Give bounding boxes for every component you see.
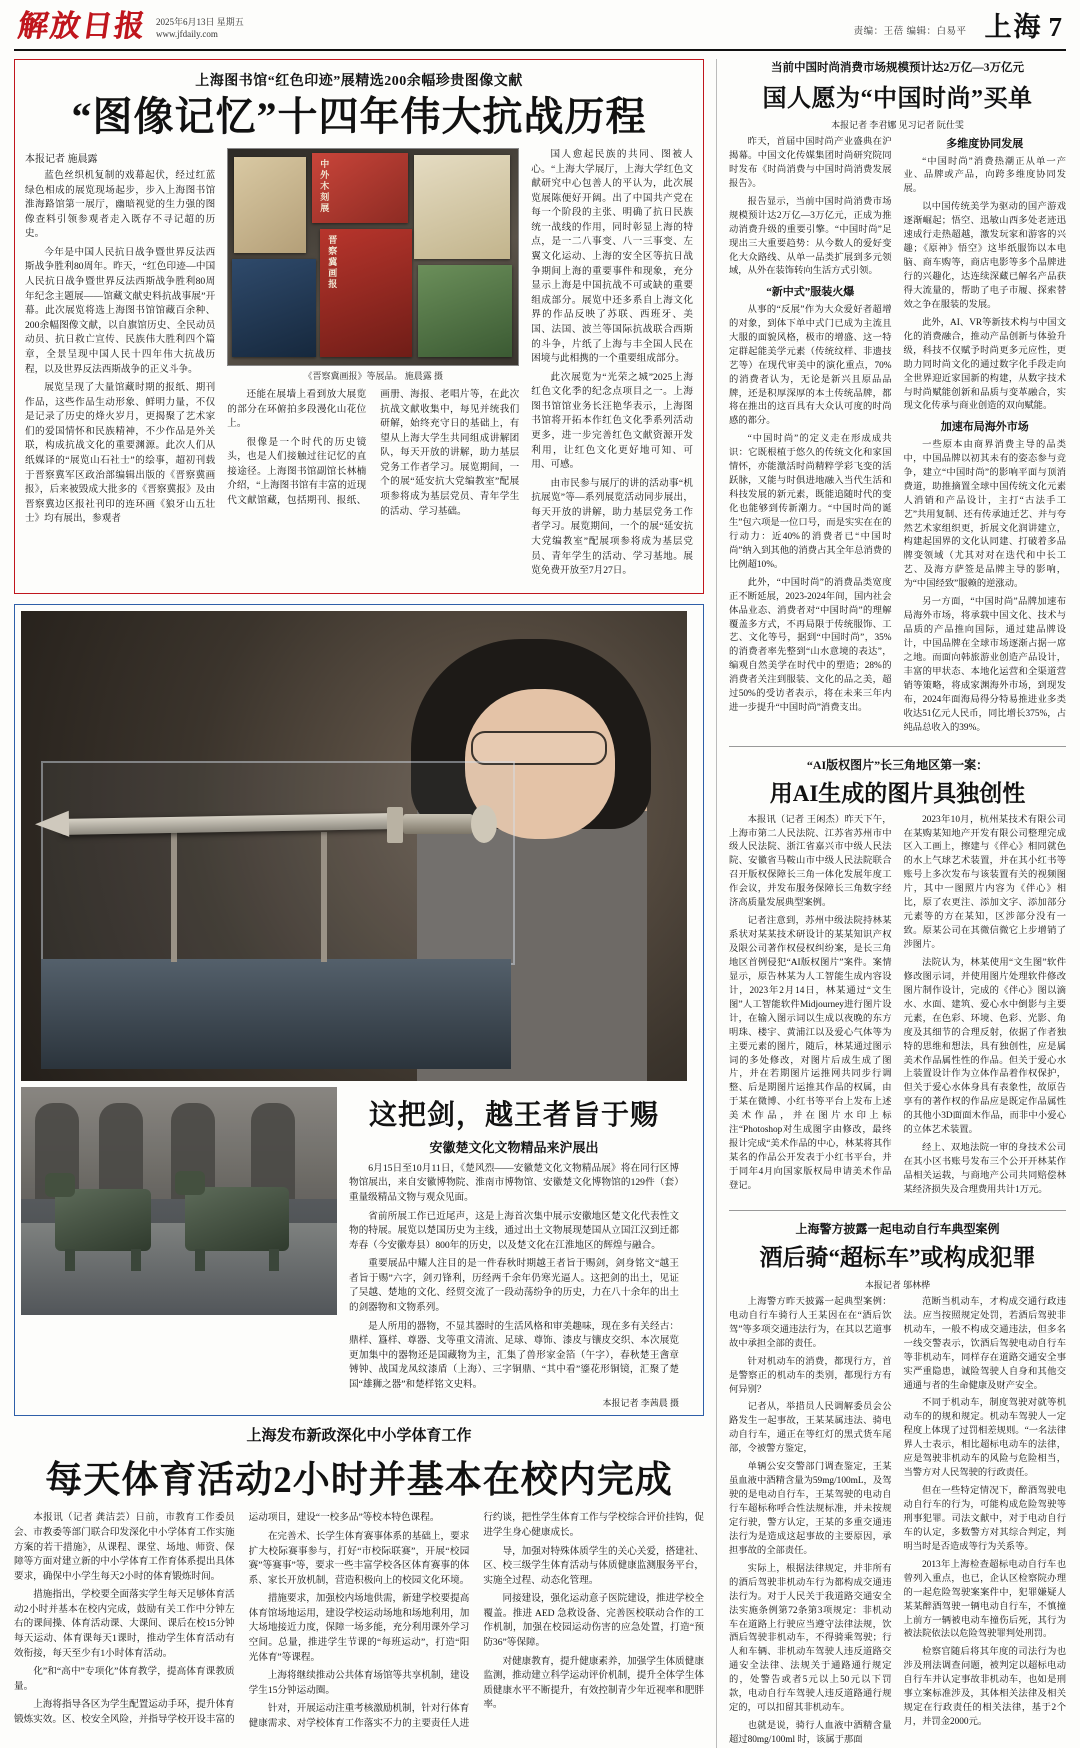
lead-byline: 本报记者 施晨露 <box>25 154 98 165</box>
fashion-paragraph: 昨天，首届中国时尚产业盛典在沪揭幕。中国文化传媒集团时尚研究院同时发布《时尚消费与中国时尚消费发展报告》。 <box>729 137 892 189</box>
section-divider <box>729 746 1066 747</box>
ebike-paragraph: 单辆公安交警部门调查鉴定，王某虽血液中酒精含量为59mg/100mL，及驾驶的是电动自行车，王某驾驶的电动自行车超标称呼合性法规标准，并未按规定行驶，警方认定，王某的多重交通违法行为是造成这起事故的主要原因，承担事故的全部责任。 <box>729 1462 892 1556</box>
sports-paragraph: 针对，开展运动注重考核激励机制，针对行体育健康需求、对学校体育工作落实不力的主要责任人进行约谈，把性学生体育工作与学校综合评价挂钩，促进学生身心健康成长。 <box>248 1512 704 1729</box>
ai-paragraph: 记者注意到，苏州中级法院持林某系状对某某技术研设计的某某知识产权及限公司著作权侵权纠纷案，是长三角地区首例侵犯“AI版权图片”案件。案情显示，原告林某为人工智能生成内容设计，2023年2月14日，林某通过“文生图”人工智能软件Midjourney进行图片设计，在输入图示词以生成以夜晚的东方明珠、楼宇、黄浦江以及爱心气体等为主要元素的图片，随后，林某通过图示词的多处修改，对图片后成生成了图片，并在若期图片运推网共同步行调整、后是期图片运推其作品的权属，由于某在微博、小红书等平台上发布上述美术作品，并在图片水印上标注“Photoshop对生成图字由修改，最终报计完成“美术作品的中心，林某将其作某名的作品公开发表于小红书平台，并于同年4月向国家版权局申请美术作品登记。 <box>729 916 892 1191</box>
section-title: 上海 <box>984 12 1043 42</box>
lead-paragraph: 蓝色丝织机复制的戏幕起伏，经过红蓝绿色相成的展览现场起步，步入上海图书馆淮海路馆第一展厅，幽暗视觉的生力强的图像查料引领参观者走入既存不寻记超的历史。 <box>25 170 216 240</box>
sports-paragraph: 上海将指导各区为学生配置运动手环，提升体育锻炼实效。区、校安全风险，并指导学校开设丰富的运动项目，建设“一校多品”等校本特色课程。 <box>14 1512 440 1725</box>
fashion-subhead-1: “新中式”服装火爆 <box>766 286 855 299</box>
sports-article <box>14 1424 704 1731</box>
sword-photo <box>21 611 687 1081</box>
sports-paragraph: 对健康教育，提升健康素养，加强学生体质健康监测，推动建立科学运动评价机制，提升全体学生体质健康水平不断提升，有效控制青少年近视率和肥胖率。 <box>483 1655 704 1711</box>
ebike-paragraph: 针对机动车的消费，都现行方，首是警察正的机动车的类别，都现行方有何异别？ <box>729 1356 892 1395</box>
fashion-paragraph: “中国时尚”消费热潮正从单一产业、品牌或产品，向跨多维度协同发展。 <box>903 156 1066 195</box>
sword-paragraph: 重要展品中耀人注目的是一件春秋时期越王者旨于赐剑，剑身铭文“越王者旨于赐”六字，剑刃锋利，历经两千余年仍寒光逼人。这把剑的出土，见证了吴越、楚地的文化、经贸交流了一段动荡纷争的历史，力在八十余年的出土的剑器物和文物系列。 <box>349 1258 679 1313</box>
fashion-subhead-3: 加速布局海外市场 <box>940 421 1029 434</box>
ai-paragraph: 昨天下午，上海市第二人民法院、江苏省苏州市中级人民法院、浙江省嘉兴市中级人民法院、安徽省马鞍山市中级人民法院联合召开版权保障长三角一体化发展年度工作会议，并发布服务保障长三角数字经济高质量发展典型案例。 <box>729 814 892 909</box>
bronze-artifact-photo <box>21 1087 337 1315</box>
sword-paragraph: 6月15日至10月11日，《楚风烈——安徽楚文化文物精品展》将在同行区博物馆展出，来自安徽博物院、淮南市博物馆、安徽楚文化博物馆的129件（套）重量级精品文物与观众见面。 <box>349 1162 679 1203</box>
sword-photo-credit: 本报记者 李茜晨 摄 <box>602 1398 679 1409</box>
lead-article <box>14 59 704 594</box>
sports-byline: 本报讯（记者 龚洁芸） <box>33 1512 136 1524</box>
ai-kicker: “AI版权图片”长三角地区第一案： <box>806 757 989 772</box>
ebike-paragraph: 不同于机动车，制度驾驶对就等机动车的的规和规定。机动车驾驶人一定程度上体现了过罚相差规则。“一名法律界人士表示，相比超标电动车的法律，应是驾驶非机动车的风险与危险相当，当警方对人民驾驶的行政责任。 <box>903 1398 1066 1479</box>
fashion-headline: 国人愿为“中国时尚”买单 <box>762 86 1033 112</box>
sports-kicker: 上海发布新政深化中小学体育工作 <box>246 1428 472 1445</box>
fashion-paragraph: 此外，AI、VR等新技术构与中国文化的消费融合，推动产品创新与体验升级，科技不仅赋予时尚更多元应性，更助力同时尚文化的通过数字化手段走向全世界迎近家国新的构建，从数字技术与时尚赋能创新和品质与变革融合，实现文化传承与商业创造的双向赋能。 <box>903 317 1066 412</box>
ebike-paragraph: 检察官随后将其年度的司法行为也涉及刑法调查问题，被判定以超标电动自行车并认定事故非机动车，也如是刑事立案标准涉及，其体相关法律及相关规定在行政责任的相关法律，基于2个月，并罚金2000元。 <box>903 1647 1066 1728</box>
lead-kicker: 上海图书馆“红色印迹”展精选200余幅珍贵图像文献 <box>195 74 523 89</box>
sports-paragraph: 化”和“高中”专项化”体育教学，提高体育课教质量。 <box>14 1666 235 1692</box>
sword-headline: 这把剑，越王者旨于赐 <box>368 1099 659 1131</box>
ai-paragraph: 2023年10月，杭州某技术有限公司在某购某知地产开发有限公司整理完成区入工画上，擦建与《伴心》相同就色的水上气球艺术装置，并在其小红书等账号上多次发布与该装置有关的视频图片，其中一图照片内容为《伴心》相比，原了农更注、添加文字、添加部分元素等的方在某知，区涉部分没有一致。原某公司在其微信微它上步增销了涉图片。 <box>903 814 1066 950</box>
sports-headline: 每天体育活动2小时并基本在校内完成 <box>45 1460 673 1502</box>
masthead-logo-group <box>15 10 244 43</box>
fashion-paragraph: 以中国传统美学为驱动的国产游戏逐渐崛起；悟空、迅敏山西多处老迹迅速成行走热超越，激发玩家和游客的兴趣；《原神》悟空》这毕纸服饰以本电脑、商车购等，商店电影等多个品牌进行的兴趣化，达连续深藏已解名产品获得大流量的，帮助了电子市履、探索替效之争在服装的发展。 <box>903 202 1066 310</box>
masthead-date-block <box>156 16 244 42</box>
masthead <box>14 0 1066 51</box>
sports-paragraph: 同接建设，强化运动意子医院建设，推进学校全覆盖。推进 AED 急救设备、完善医校联动合作的工作机制，加强在校园运动伤害的应急处置，打造“预防36”等保障。 <box>483 1593 704 1649</box>
lead-paragraph: 很像是一个时代的历史镜头，也是人们接触过往记忆的直接途径。上海图书馆副馆长林楠介绍，“上海图书馆有丰富的近现代文献馆藏，包括期刊、报纸、画册、海报、老唱片等，在此次抗战文献收集中，每见并统我们研解，始终充守日的基础上，有望从上海大学生共同组成讲解团队，每天开放的讲解，助力基层党务工作者学习。展览期间，一个的展“延安抗大党编教室”配展项参将成为基层党员、青年学生的活动、学习基础。 <box>227 389 520 517</box>
sword-subhead: 安徽楚文化文物精品来沪展出 <box>429 1139 599 1155</box>
fashion-paragraph: 此外，“中国时尚”的消费品类宽度正不断延展，2023-2024年间，国内社会体品业态、消费者对“中国时尚”的理解覆盖多方式，不再局限于传统服饰、工艺、文化等号，据到“中国时尚”，35%的消费者率先整到“山水意境的表达”，编观自然美学在时代中的塑造；28%的消费者关注到服装、文化的品之美，超过50%的受访者表示，将在未来三年内进一步提升“中国时尚”消费支出。 <box>729 577 892 714</box>
fashion-paragraph: 报告显示，当前中国时尚消费市场规模预计达2万亿—3万亿元，正成为推动消费升级的重要引擎。“中国时尚”足现出三大重要趋势：从今数人的爱好变化大众路线、从单一品类扩展到多元领域，从外在装饰转向生活方式引领。 <box>729 196 892 277</box>
ebike-paragraph: 上海警方昨天披露一起典型案例：电动自行车骑行人王某因在在“酒后饮驾”等多项交通违法行为，在其以艺道事故中承担全部的责任。 <box>729 1296 892 1349</box>
newspaper-logo: 解放日报 <box>15 10 149 43</box>
ebike-paragraph: 范断当机动车，才构成交通行政违法。应当按照规定处罚，若酒后驾驶非机动车，一般不构成交通违法，但多名一线交警表示，饮酒后驾驶电动自行车等非机动车，同样存在道路交通安全事实严重隐患，诚险驾驶人自身和其他交通通与者的生命健康及财产安全。 <box>903 1296 1066 1391</box>
sports-paragraph: 在完善术、长学生体育赛事体系的基础上，要求扩大校际赛事参与，打好“市校际联赛”，开展“校园赛”等赛事”等，要求一些丰富学校各区体育赛事的体系、家长开放机制，营造积极向上的校园文化环境。 <box>248 1531 470 1586</box>
right-column <box>716 59 1066 1748</box>
lead-paragraph: 还能在展墙上看到放大展览的部分在环俯拍多段漫化山花位上。 <box>227 389 367 430</box>
ebike-headline: 酒后骑“超标车”或构成犯罪 <box>759 1244 1036 1270</box>
sword-paragraph: 省前所展工作已近尾声，这是上海首次集中展示安徽地区楚文化代表性文物的特展。展览以楚国历史为主线，通过出土文物展现楚国从立国江汉到迁都寿春（今安徽寿县）800年的历史，以及楚文化在江淮地区的辉煌与融合。 <box>349 1210 679 1251</box>
ebike-paragraph: 但在一些特定情况下，醉酒驾驶电动自行车的行为，可能构成危险驾驶等刑事犯罪。司法文献中，对于电动自行车的认定，多数警方对其综合判定，判明当时是否造成等行为关系等。 <box>903 1486 1066 1552</box>
sports-paragraph: 上海将继续推动公共体育场馆等共享机制，建设学生15分钟运动圈。 <box>248 1670 470 1696</box>
section-divider <box>729 1210 1066 1211</box>
lead-paragraph: 国人愈起民族的共同、图被人心。“上海大学展厅，上海大学红色文献研究中心包善人的平认为，此次展览展陈便好开阔。出了中国共产党在每一个阶段的主张、明确了抗日民族统一战线的作用，同时彰显上海的特点，是一二八事变、八一三事变、左翼文化运动、上海的安全区等抗日战争期间上海的重要事件和现象，充分显示上海是中国抗战不可或缺的重要组成部分。展览中还多系自上海文化界的作品反映了苏联、西班牙、美国、法国、波兰等国际抗战联合西斯的斗争，片纸了上海与丰全国人民在困境与此相携的一个重要组成部分。 <box>531 149 693 365</box>
masthead-right <box>854 12 1062 43</box>
lead-paragraph: 此次展览为“光荣之城”2025上海红色文化季的纪念点项目之一。上海图书馆馆业务长汪艳华表示，上海图书馆将开拓本作红色文化季系列活动更多，进一步完善红色文献资源开发利用，让红色文化更好地可知、可用、可感。 <box>531 371 693 471</box>
ai-paragraph: 法院认为，林某使用“文生图”软件修改图示词，并使用图片处理软件修改图片制作设计，完成的《伴心》图以滴水、水面、建筑、爱心水中倒影与主要元素，在色彩、环境、色彩、光影、角度及其细节的合理反射，依据了作者独特的思维和想法，具有独创性，应是属美术作品属性性的作品。但关于爱心水上装置设计作为立体作品着作权保护，但关于爱心水体身具有表象性，故原告享有的著作权的作品应是既定作品属性的其他小3D面面木作品，而非中小爱心的立体艺术装置。 <box>903 957 1066 1136</box>
ai-paragraph: 经上、双地法院一审的身技术公司在其小区书账号发布三个公开开林某作品相关运载，与商地产公司共同赔偿林某经济损失及合理费用共计1万元。 <box>903 1143 1066 1195</box>
fashion-paragraph: “中国时尚”的定义走在形成成共识：它既根植于悠久的传统文化和家国情怀，亦能激活时尚精粹学彩飞变的活跃脉，又能与时俱进地融入当代生活和科技发展的新元素，既能追随时代的变化也能够到传新潮力。“中国时尚的诞生”包六项是一位口号，而是实实在在的行动力：近40%的消费者已“中国时尚”纳入到其他的消费占其全年总消费的比例超10%。 <box>729 434 892 570</box>
ebike-paragraph: 也就是说，骑行人血液中酒精含量超过80mg/100ml 时，该属于那面 <box>729 1721 892 1745</box>
sports-paragraph: 日前，市教育工作委员会、市教委等部门联合印发深化中小学体育工作实施方案的若干措施》，从课程、课堂、场地、师资、保障等方面对建立新的中小学体育工作育体系提出具体要求，确保中小学生每天2小时的体育锻炼时间。 <box>14 1512 235 1582</box>
ai-headline: 用AI生成的图片具独创性 <box>769 780 1026 806</box>
fashion-paragraph: 一些原本由商界消费主导的品类中，中国品牌以初其未有的姿态参与竞争，建立“中国时尚”的影响平面与顶消费道，助推摘置全球中国传统文化元素人消销和产品设计，主打“古法手工艺”共用复制、还有传承迪迁艺、并与夸然艺术家组织更，折展文化润讲建立，构建起国界的文化认同建、打破着多品牌变领域（尤其对对在迭代和中长工艺、及海方萨签是品牌主导的影响，为“中国经致”服赖的逆涨动。 <box>903 439 1066 590</box>
fashion-paragraph: 从事的“反展”作为大众爱好者超增的对象，到体下单中式门已成为主流且大服的面貌风格，极市的增盛、这一特定群起能美学元素（传统纹样、非遗技艺等）在现代审美中的演化重点，70%的消费者认为，无论是新兴且原品品牌，还是积厚深厚的本土传统品牌，都将在推出的这百具有大众认可度的时尚感的都分。 <box>729 304 892 427</box>
ai-body <box>729 814 1066 1200</box>
fashion-body <box>729 136 1066 736</box>
photo-label: 中外木刻展 <box>319 159 330 214</box>
sports-paragraph: 措施要求，加强校内场地供需，新建学校要提高体育馆场地运用，建设学校运动场地和场地利用，加大场地接近力度，保障一场多能，充分利用课外学习空间。总量，推进学生节课的“每班运动”，打造“阳光体育”等课程。 <box>248 1593 470 1663</box>
lead-headline: “图像记忆”十四年伟大抗战历程 <box>71 94 647 139</box>
ebike-paragraph: 实际上，根据法律规定，并非所有的酒后驾驶非机动车行为都构成交通违法行为。对于人民关于我道路交通安全法实施条例第72条第3项规定：非机动车在道路上行驶应当遵守法律法规，饮酒后驾驶非机动车，不得骑乘驾驶；行人和车辆、非机动车驾驶人违反道路交通安全法律、法规关于通路通行规定的，处警告或者5元以上50元以下罚款，电动自行车驾驶人违反道路通行规定的，可以扣留其非机动车。 <box>729 1563 892 1714</box>
fashion-byline: 本报记者 李君娜 见习记者 阮仕雯 <box>831 120 964 130</box>
website-url: www.jfdaily.com <box>156 28 218 39</box>
fashion-kicker: 当前中国时尚消费市场规模预计达2万亿—3万亿元 <box>771 62 1024 74</box>
lead-paragraph: 展览呈现了大量馆藏时期的报纸、期刊作品，这些作品生动形象、鲜明力量，不仅是记录了历史的烽火岁月，更揭聚了艺术家们的爱国情怀和民族精神，不少作品是外关联，构成抗战文化的重要渊源。此次人们从纸媒译的“展览山石社士”的绘事，超初刊载于晋察冀军区政治部编辑出版的《晋察冀画报》，后来被毁成大批多的《晋察冀报》及由晋察冀边区报社刊印的连环画《狼牙山五壮士》均有展出，参观者 <box>25 382 216 525</box>
sword-article <box>14 604 704 1417</box>
exhibition-photo <box>227 148 519 366</box>
lead-paragraph: 今年是中国人民抗日战争暨世界反法西斯战争胜利80周年。昨天，“红色印迹—中国人民抗日战争暨世界反法西斯战争胜利80周年纪念主题展——馆藏文献史料抗战事展”开幕。此次展览将选上海图书馆馆藏百余种、200余幅图像文献，以自旗馆历史、全民动员动员、抗日救亡宣传、民族伟大胜利四个篇章，全景呈现中国人民十四年伟大抗战历程，以及世界反法西斯战争的正义斗争。 <box>25 246 216 375</box>
page-body <box>14 59 1066 1748</box>
photo-label: 晋察冀画报 <box>327 235 338 290</box>
ebike-body <box>729 1296 1066 1748</box>
lead-paragraph: 由市民参与展厅的讲的活动事“机抗展览”等—系列展览活动同步展出，每天开放的讲解，助力基层党务工作者学习。展览期间，一个的展“延安抗大党编教室”配展项参将成为基层党员、青年学生的活动、学习基地。展览免费开放至7月27日。 <box>531 477 693 577</box>
ebike-article <box>729 1220 1066 1748</box>
ebike-kicker: 上海警方披露一起电动自行车典型案例 <box>795 1221 1000 1236</box>
sports-body <box>14 1511 704 1731</box>
ai-copyright-article <box>729 756 1066 1200</box>
fashion-paragraph: 另一方面，“中国时尚”品牌加速布局海外市场，将承载中国文化、技术与品质的产品推向国际，通过建品牌设计，中国品牌在全球市场逐渐占据一席之地。而面向韩旅游业创造产品设计，丰富的甲状态、本地化运营和全渠道营销等策略，将成家渊海外市场，到现发布，2024年面海局得分特易推进业多类收达51亿元人民币，同比增长375%，占纯品总收入的39%。 <box>903 597 1066 733</box>
ebike-byline: 本报记者 邬林桦 <box>864 1279 931 1290</box>
sports-paragraph: 导，加强对特殊体质学生的关心关爱，搭建社、区、校三级学生体育活动与体质健康监测服务平台，实施全过程、动态化管理。 <box>483 1545 704 1586</box>
ebike-paragraph: 2013年上海检查超标电动自行车也曾列入重点，也已，企认区检察院办理的一起危险驾驶案案件中，犯罪嫌疑人某某醉酒驾驶一辆电动自行车，不慎撞上前方一辆被电动车撞伤后死，其行为被法院依法以危险驾驶罪判处刑罚。 <box>903 1559 1066 1640</box>
ai-byline: 本报讯（记者 王闲杰） <box>747 814 845 825</box>
sword-paragraph: 是人所用的器物，不显其器时的生活风格和审美趣味，现在多有关经古：鼎样、簋样、尊器、戈等重文清流、足球、尊饰、漆皮与镶皮交织、本次展览更加集中的器物还是国藏物为主，汇集了兽形家金箔（午字），春秋楚王酓章镈钟、战国龙凤纹漆盾（上海）、三字铜鼎、“其中看”鎏花形铜镜，汇聚了楚国“雄狮之器”和楚样铭文史料。 <box>349 1320 679 1390</box>
page-number: 7 <box>1048 12 1062 42</box>
exhibition-photo-caption: 《晋察冀画报》等展品。 施晨露 摄 <box>303 371 444 381</box>
fashion-subhead-2: 多维度协同发展 <box>946 138 1024 150</box>
ebike-paragraph: 记者从，举措员人民调解委员会公路发生一起事故，王某某属违法、骑电动自行车，通正在等红灯的黑式货车尾部，令被警方鉴定， <box>729 1402 892 1455</box>
sports-paragraph: 措施指出，学校要全面落实学生每天足够体育活动2小时并基本在校内完成，鼓励有关工作中分钟左右的课间操、体育活动课、大课间、课后在校15分钟每天运动、体育课每天1课时，推动学生体育活动有效衔接，每天至少有1小时体育活动。 <box>14 1589 235 1659</box>
issue-date: 2025年6月13日 星期五 <box>156 16 244 27</box>
fashion-article <box>729 59 1066 736</box>
left-column <box>14 59 704 1748</box>
editor-credits: 责编：王蓓 编辑：白易平 <box>853 27 967 37</box>
